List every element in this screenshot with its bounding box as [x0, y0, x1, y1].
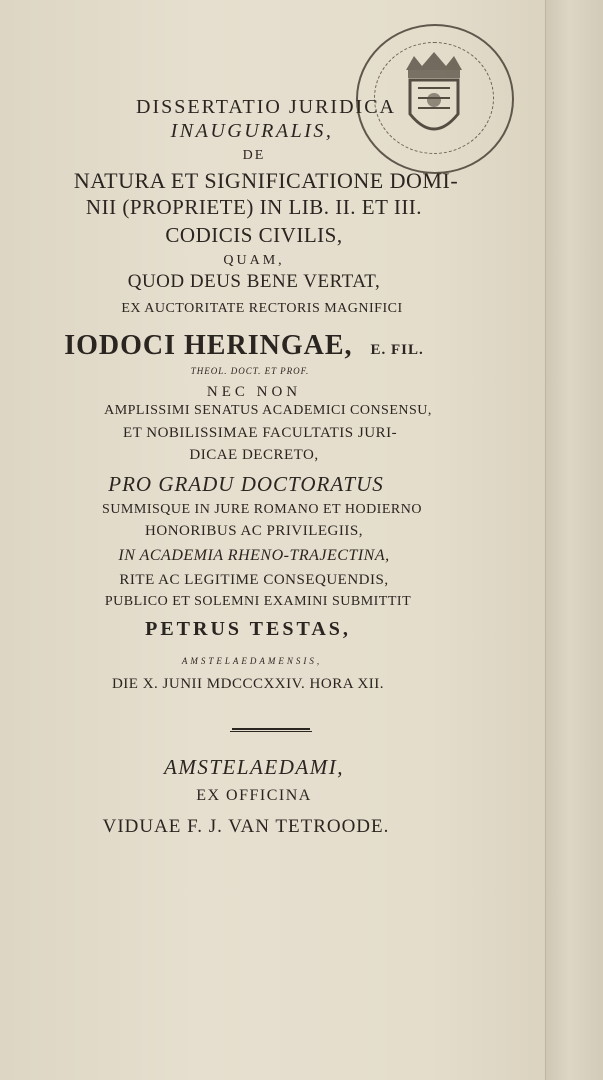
- page-edge: [545, 0, 603, 1080]
- divider-rule-thin: [230, 731, 312, 732]
- title-line-3: DE: [242, 148, 266, 163]
- facultatis-line: ET NOBILISSIMAE FACULTATIS JURI-: [122, 425, 398, 441]
- author-name: PETRUS TESTAS,: [145, 618, 351, 640]
- imprint-printer: VIDUAE F. J. VAN TETROODE.: [102, 816, 390, 837]
- honoribus-line: HONORIBUS AC PRIVILEGIIS,: [145, 523, 363, 539]
- jure-line: SUMMISQUE IN JURE ROMANO ET HODIERNO: [102, 502, 422, 517]
- rite-line: RITE AC LEGITIME CONSEQUENDIS,: [119, 572, 389, 588]
- rector-title: THEOL. DOCT. ET PROF.: [190, 366, 310, 376]
- rector-name-text: IODOCI HERINGAE,: [64, 330, 353, 361]
- quam-line: QUAM,: [223, 253, 285, 268]
- subject-line-1: NATURA ET SIGNIFICATIONE DOMI-: [73, 168, 459, 193]
- rector-name: [0, 330, 518, 362]
- decreto-line: DICAE DECRETO,: [189, 447, 319, 463]
- auctoritate-line: EX AUCTORITATE RECTORIS MAGNIFICI: [121, 301, 403, 316]
- imprint-city: AMSTELAEDAMI,: [164, 755, 344, 779]
- deus-line: QUOD DEUS BENE VERTAT,: [127, 271, 381, 292]
- subject-line-2: NII (PROPRIETE) IN LIB. II. ET III.: [85, 195, 423, 219]
- title-line-1: DISSERTATIO JURIDICA: [136, 96, 396, 118]
- academia-line: IN ACADEMIA RHENO-TRAJECTINA,: [118, 547, 390, 564]
- title-line-2: INAUGURALIS,: [170, 120, 334, 142]
- date-line: DIE X. JUNII MDCCCXXIV. HORA XII.: [111, 676, 385, 692]
- doctoratus-line: PRO GRADU DOCTORATUS: [108, 472, 384, 496]
- senatus-line: AMPLISSIMI SENATUS ACADEMICI CONSENSU,: [104, 403, 432, 418]
- subject-line-3: CODICIS CIVILIS,: [165, 223, 343, 247]
- imprint-officina: EX OFFICINA: [196, 787, 312, 804]
- author-origin: AMSTELAEDAMENSIS,: [181, 656, 323, 666]
- nec-non-line: NEC NON: [206, 384, 302, 400]
- examini-line: PUBLICO ET SOLEMNI EXAMINI SUBMITTIT: [104, 594, 412, 609]
- rector-suffix: E. FIL.: [370, 342, 424, 358]
- divider-rule: [232, 728, 310, 730]
